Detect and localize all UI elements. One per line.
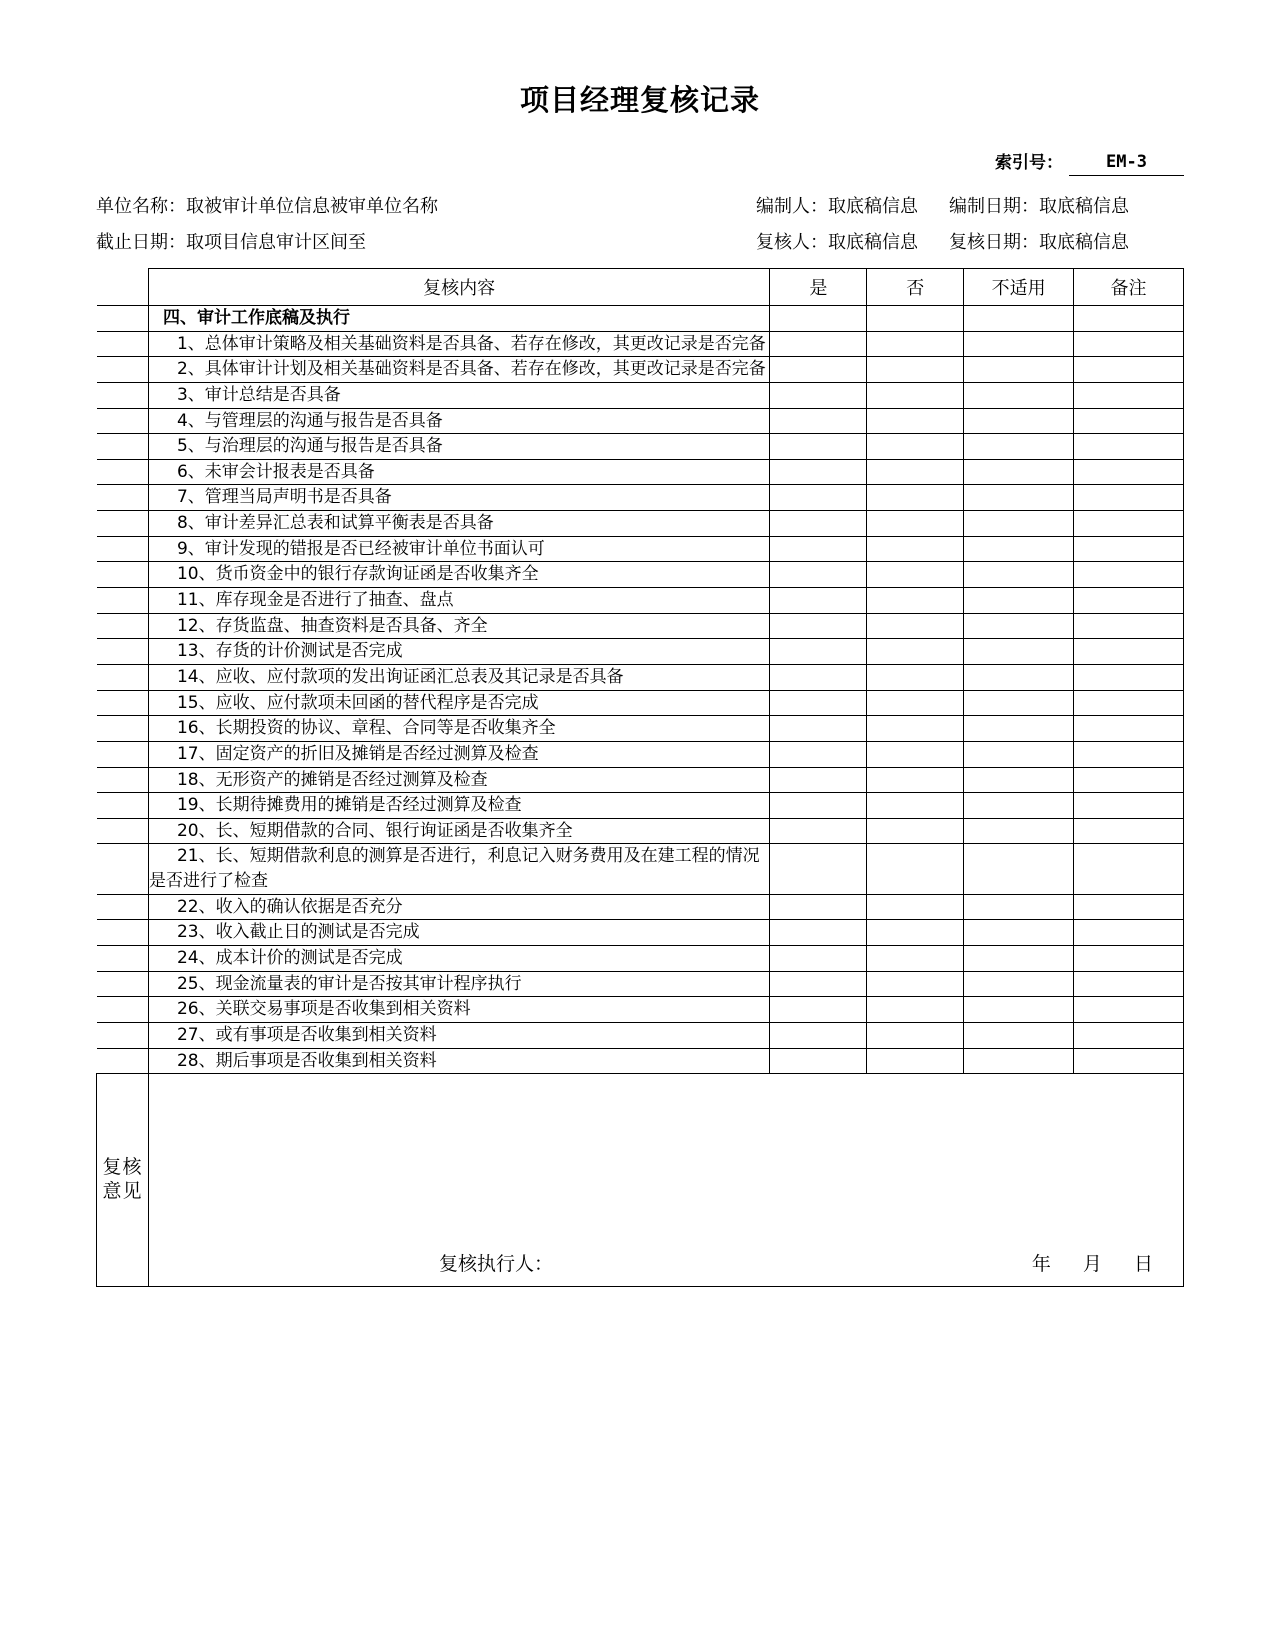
answer-cell-no[interactable] bbox=[867, 997, 964, 1023]
table-row bbox=[97, 946, 1184, 972]
answer-cell-na[interactable] bbox=[964, 639, 1074, 665]
row-marker-cell bbox=[97, 434, 149, 460]
checklist-item-cell: 6、未审会计报表是否具备 bbox=[148, 459, 769, 485]
answer-cell-yes[interactable] bbox=[770, 1048, 867, 1074]
table-row bbox=[97, 485, 1184, 511]
answer-cell-no[interactable] bbox=[867, 357, 964, 383]
answer-cell-yes[interactable] bbox=[770, 716, 867, 742]
answer-cell-yes[interactable] bbox=[770, 613, 867, 639]
answer-cell-yes[interactable] bbox=[770, 536, 867, 562]
index-number bbox=[995, 148, 1184, 176]
answer-cell-no[interactable] bbox=[867, 946, 964, 972]
answer-cell-yes[interactable] bbox=[770, 331, 867, 357]
review-checklist-table bbox=[96, 268, 1184, 1287]
answer-cell-no[interactable] bbox=[867, 690, 964, 716]
preparer-label: 编制人： bbox=[756, 196, 828, 217]
answer-cell-na[interactable] bbox=[964, 844, 1074, 894]
answer-cell-yes[interactable] bbox=[770, 946, 867, 972]
answer-cell-na[interactable] bbox=[964, 894, 1074, 920]
row-marker-cell bbox=[97, 511, 149, 537]
table-row bbox=[97, 818, 1184, 844]
answer-cell-remark[interactable] bbox=[1074, 946, 1184, 972]
answer-cell-no[interactable] bbox=[867, 588, 964, 614]
answer-cell-remark[interactable] bbox=[1074, 690, 1184, 716]
answer-cell-remark[interactable] bbox=[1074, 1022, 1184, 1048]
index-value: EM-3 bbox=[1069, 152, 1184, 176]
preparer-value: 取底稿信息 bbox=[828, 196, 918, 217]
row-marker-cell bbox=[97, 741, 149, 767]
checklist-item-cell: 27、或有事项是否收集到相关资料 bbox=[148, 1022, 769, 1048]
header-content: 复核内容 bbox=[148, 269, 769, 306]
answer-cell-na[interactable] bbox=[964, 306, 1074, 332]
row-marker-cell bbox=[97, 588, 149, 614]
answer-cell-remark[interactable] bbox=[1074, 511, 1184, 537]
answer-cell-remark[interactable] bbox=[1074, 613, 1184, 639]
answer-cell-yes[interactable] bbox=[770, 357, 867, 383]
answer-cell-yes[interactable] bbox=[770, 664, 867, 690]
table-row bbox=[97, 971, 1184, 997]
answer-cell-no[interactable] bbox=[867, 664, 964, 690]
answer-cell-yes[interactable] bbox=[770, 920, 867, 946]
table-row bbox=[97, 536, 1184, 562]
answer-cell-no[interactable] bbox=[867, 536, 964, 562]
checklist-item-cell: 17、固定资产的折旧及摊销是否经过测算及检查 bbox=[148, 741, 769, 767]
header-remark: 备注 bbox=[1074, 269, 1184, 306]
answer-cell-na[interactable] bbox=[964, 818, 1074, 844]
answer-cell-na[interactable] bbox=[964, 485, 1074, 511]
review-date-label: 复核日期： bbox=[949, 232, 1039, 253]
preparer-field bbox=[756, 192, 949, 218]
answer-cell-na[interactable] bbox=[964, 459, 1074, 485]
header-na: 不适用 bbox=[964, 269, 1074, 306]
answer-cell-remark[interactable] bbox=[1074, 920, 1184, 946]
answer-cell-na[interactable] bbox=[964, 741, 1074, 767]
prepare-date-label: 编制日期： bbox=[949, 196, 1039, 217]
table-row bbox=[97, 1048, 1184, 1074]
answer-cell-na[interactable] bbox=[964, 793, 1074, 819]
answer-cell-no[interactable] bbox=[867, 434, 964, 460]
checklist-item-cell: 5、与治理层的沟通与报告是否具备 bbox=[148, 434, 769, 460]
answer-cell-yes[interactable] bbox=[770, 306, 867, 332]
answer-cell-na[interactable] bbox=[964, 971, 1074, 997]
answer-cell-na[interactable] bbox=[964, 767, 1074, 793]
answer-cell-na[interactable] bbox=[964, 946, 1074, 972]
row-marker-cell bbox=[97, 408, 149, 434]
checklist-item-cell: 8、审计差异汇总表和试算平衡表是否具备 bbox=[148, 511, 769, 537]
checklist-item-cell: 11、库存现金是否进行了抽查、盘点 bbox=[148, 588, 769, 614]
section-heading-cell: 四、审计工作底稿及执行 bbox=[148, 306, 769, 332]
answer-cell-no[interactable] bbox=[867, 920, 964, 946]
answer-cell-no[interactable] bbox=[867, 562, 964, 588]
unit-name-value: 取被审计单位信息被审单位名称 bbox=[186, 196, 438, 217]
review-executor-label: 复核执行人： bbox=[438, 1253, 553, 1276]
table-row bbox=[97, 793, 1184, 819]
cutoff-date-field bbox=[96, 228, 756, 254]
checklist-item-cell: 3、审计总结是否具备 bbox=[148, 382, 769, 408]
prepare-date-field bbox=[949, 192, 1142, 218]
answer-cell-remark[interactable] bbox=[1074, 997, 1184, 1023]
answer-cell-remark[interactable] bbox=[1074, 639, 1184, 665]
answer-cell-remark[interactable] bbox=[1074, 331, 1184, 357]
year-label: 年 bbox=[1031, 1253, 1051, 1276]
table-row bbox=[97, 331, 1184, 357]
answer-cell-na[interactable] bbox=[964, 382, 1074, 408]
answer-cell-remark[interactable] bbox=[1074, 459, 1184, 485]
answer-cell-na[interactable] bbox=[964, 434, 1074, 460]
checklist-item-cell: 4、与管理层的沟通与报告是否具备 bbox=[148, 408, 769, 434]
answer-cell-na[interactable] bbox=[964, 1022, 1074, 1048]
answer-cell-yes[interactable] bbox=[770, 1022, 867, 1048]
day-label: 日 bbox=[1133, 1253, 1153, 1276]
row-marker-cell bbox=[97, 920, 149, 946]
table-row bbox=[97, 639, 1184, 665]
answer-cell-remark[interactable] bbox=[1074, 306, 1184, 332]
header-yes: 是 bbox=[770, 269, 867, 306]
table-row bbox=[97, 690, 1184, 716]
answer-cell-no[interactable] bbox=[867, 741, 964, 767]
answer-cell-remark[interactable] bbox=[1074, 664, 1184, 690]
answer-cell-yes[interactable] bbox=[770, 997, 867, 1023]
answer-cell-no[interactable] bbox=[867, 459, 964, 485]
answer-cell-no[interactable] bbox=[867, 716, 964, 742]
review-opinion-label: 复核意见 bbox=[97, 1074, 149, 1287]
answer-cell-no[interactable] bbox=[867, 767, 964, 793]
checklist-item-cell: 13、存货的计价测试是否完成 bbox=[148, 639, 769, 665]
answer-cell-no[interactable] bbox=[867, 1048, 964, 1074]
answer-cell-no[interactable] bbox=[867, 639, 964, 665]
answer-cell-remark[interactable] bbox=[1074, 767, 1184, 793]
answer-cell-remark[interactable] bbox=[1074, 971, 1184, 997]
answer-cell-yes[interactable] bbox=[770, 767, 867, 793]
table-row bbox=[97, 894, 1184, 920]
row-marker-cell bbox=[97, 382, 149, 408]
prepare-date-value: 取底稿信息 bbox=[1039, 196, 1129, 217]
checklist-item-cell: 16、长期投资的协议、章程、合同等是否收集齐全 bbox=[148, 716, 769, 742]
header-no: 否 bbox=[867, 269, 964, 306]
answer-cell-na[interactable] bbox=[964, 357, 1074, 383]
checklist-item-cell: 9、审计发现的错报是否已经被审计单位书面认可 bbox=[148, 536, 769, 562]
answer-cell-no[interactable] bbox=[867, 485, 964, 511]
answer-cell-remark[interactable] bbox=[1074, 434, 1184, 460]
answer-cell-no[interactable] bbox=[867, 613, 964, 639]
answer-cell-na[interactable] bbox=[964, 588, 1074, 614]
reviewer-label: 复核人： bbox=[756, 232, 828, 253]
answer-cell-remark[interactable] bbox=[1074, 485, 1184, 511]
answer-cell-remark[interactable] bbox=[1074, 536, 1184, 562]
answer-cell-na[interactable] bbox=[964, 511, 1074, 537]
answer-cell-yes[interactable] bbox=[770, 639, 867, 665]
checklist-item-cell: 18、无形资产的摊销是否经过测算及检查 bbox=[148, 767, 769, 793]
answer-cell-no[interactable] bbox=[867, 382, 964, 408]
meta-row-2 bbox=[96, 228, 1184, 264]
answer-cell-yes[interactable] bbox=[770, 485, 867, 511]
answer-cell-yes[interactable] bbox=[770, 382, 867, 408]
review-date-field bbox=[949, 228, 1142, 254]
answer-cell-no[interactable] bbox=[867, 1022, 964, 1048]
answer-cell-no[interactable] bbox=[867, 971, 964, 997]
answer-cell-na[interactable] bbox=[964, 664, 1074, 690]
table-row bbox=[97, 459, 1184, 485]
answer-cell-no[interactable] bbox=[867, 511, 964, 537]
answer-cell-yes[interactable] bbox=[770, 971, 867, 997]
row-marker-cell bbox=[97, 306, 149, 332]
table-row bbox=[97, 562, 1184, 588]
answer-cell-yes[interactable] bbox=[770, 741, 867, 767]
table-body bbox=[97, 306, 1184, 1074]
reviewer-field bbox=[756, 228, 949, 254]
answer-cell-remark[interactable] bbox=[1074, 844, 1184, 894]
checklist-item-cell: 25、现金流量表的审计是否按其审计程序执行 bbox=[148, 971, 769, 997]
cutoff-date-value: 取项目信息审计区间至 bbox=[186, 232, 366, 253]
row-marker-cell bbox=[97, 1022, 149, 1048]
row-marker-cell bbox=[97, 639, 149, 665]
answer-cell-yes[interactable] bbox=[770, 588, 867, 614]
table-header-row bbox=[97, 269, 1184, 306]
checklist-item-cell: 28、期后事项是否收集到相关资料 bbox=[148, 1048, 769, 1074]
checklist-item-cell: 20、长、短期借款的合同、银行询证函是否收集齐全 bbox=[148, 818, 769, 844]
answer-cell-na[interactable] bbox=[964, 562, 1074, 588]
answer-cell-no[interactable] bbox=[867, 844, 964, 894]
table-row bbox=[97, 511, 1184, 537]
table-row bbox=[97, 382, 1184, 408]
row-marker-cell bbox=[97, 331, 149, 357]
unit-name-label: 单位名称： bbox=[96, 196, 186, 217]
row-marker-cell bbox=[97, 716, 149, 742]
row-marker-cell bbox=[97, 459, 149, 485]
answer-cell-yes[interactable] bbox=[770, 690, 867, 716]
table-row bbox=[97, 434, 1184, 460]
row-marker-cell bbox=[97, 613, 149, 639]
meta-row-1 bbox=[96, 192, 1184, 228]
checklist-item-cell: 22、收入的确认依据是否充分 bbox=[148, 894, 769, 920]
table-row bbox=[97, 1022, 1184, 1048]
row-marker-cell bbox=[97, 793, 149, 819]
table-row bbox=[97, 306, 1184, 332]
answer-cell-yes[interactable] bbox=[770, 459, 867, 485]
answer-cell-no[interactable] bbox=[867, 331, 964, 357]
answer-cell-yes[interactable] bbox=[770, 818, 867, 844]
reviewer-value: 取底稿信息 bbox=[828, 232, 918, 253]
row-marker-cell bbox=[97, 485, 149, 511]
row-marker-cell bbox=[97, 664, 149, 690]
answer-cell-remark[interactable] bbox=[1074, 408, 1184, 434]
row-marker-cell bbox=[97, 357, 149, 383]
row-marker-cell bbox=[97, 562, 149, 588]
unit-name-field bbox=[96, 192, 756, 218]
row-marker-cell bbox=[97, 767, 149, 793]
month-label: 月 bbox=[1082, 1253, 1102, 1276]
answer-cell-no[interactable] bbox=[867, 894, 964, 920]
meta-block bbox=[96, 192, 1184, 264]
row-marker-cell bbox=[97, 536, 149, 562]
checklist-item-cell: 19、长期待摊费用的摊销是否经过测算及检查 bbox=[148, 793, 769, 819]
row-marker-cell bbox=[97, 997, 149, 1023]
table-row bbox=[97, 613, 1184, 639]
header-marker bbox=[97, 269, 149, 306]
answer-cell-remark[interactable] bbox=[1074, 793, 1184, 819]
answer-cell-remark[interactable] bbox=[1074, 382, 1184, 408]
answer-cell-na[interactable] bbox=[964, 997, 1074, 1023]
answer-cell-yes[interactable] bbox=[770, 894, 867, 920]
answer-cell-remark[interactable] bbox=[1074, 716, 1184, 742]
checklist-item-cell: 23、收入截止日的测试是否完成 bbox=[148, 920, 769, 946]
row-marker-cell bbox=[97, 1048, 149, 1074]
answer-cell-na[interactable] bbox=[964, 716, 1074, 742]
table-row bbox=[97, 920, 1184, 946]
answer-cell-yes[interactable] bbox=[770, 434, 867, 460]
answer-cell-remark[interactable] bbox=[1074, 741, 1184, 767]
answer-cell-na[interactable] bbox=[964, 331, 1074, 357]
row-marker-cell bbox=[97, 818, 149, 844]
answer-cell-na[interactable] bbox=[964, 920, 1074, 946]
table-row bbox=[97, 741, 1184, 767]
answer-cell-remark[interactable] bbox=[1074, 562, 1184, 588]
answer-cell-na[interactable] bbox=[964, 613, 1074, 639]
checklist-item-cell: 24、成本计价的测试是否完成 bbox=[148, 946, 769, 972]
table-row bbox=[97, 844, 1184, 894]
table-row bbox=[97, 408, 1184, 434]
answer-cell-remark[interactable] bbox=[1074, 894, 1184, 920]
answer-cell-no[interactable] bbox=[867, 818, 964, 844]
answer-cell-yes[interactable] bbox=[770, 511, 867, 537]
answer-cell-na[interactable] bbox=[964, 408, 1074, 434]
checklist-item-cell: 10、货币资金中的银行存款询证函是否收集齐全 bbox=[148, 562, 769, 588]
row-marker-cell bbox=[97, 971, 149, 997]
answer-cell-yes[interactable] bbox=[770, 562, 867, 588]
date-fields bbox=[1006, 1249, 1153, 1276]
answer-cell-yes[interactable] bbox=[770, 793, 867, 819]
index-label: 索引号： bbox=[995, 153, 1063, 173]
answer-cell-na[interactable] bbox=[964, 690, 1074, 716]
checklist-item-cell: 12、存货监盘、抽查资料是否具备、齐全 bbox=[148, 613, 769, 639]
answer-cell-no[interactable] bbox=[867, 793, 964, 819]
answer-cell-yes[interactable] bbox=[770, 408, 867, 434]
row-marker-cell bbox=[97, 894, 149, 920]
checklist-item-cell: 2、具体审计计划及相关基础资料是否具备、若存在修改，其更改记录是否完备 bbox=[148, 357, 769, 383]
table-row bbox=[97, 664, 1184, 690]
table-row bbox=[97, 767, 1184, 793]
checklist-item-cell: 15、应收、应付款项未回函的替代程序是否完成 bbox=[148, 690, 769, 716]
checklist-item-cell: 14、应收、应付款项的发出询证函汇总表及其记录是否具备 bbox=[148, 664, 769, 690]
checklist-item-cell: 26、关联交易事项是否收集到相关资料 bbox=[148, 997, 769, 1023]
answer-cell-na[interactable] bbox=[964, 536, 1074, 562]
answer-cell-yes[interactable] bbox=[770, 844, 867, 894]
checklist-item-cell: 7、管理当局声明书是否具备 bbox=[148, 485, 769, 511]
answer-cell-remark[interactable] bbox=[1074, 818, 1184, 844]
checklist-item-cell: 1、总体审计策略及相关基础资料是否具备、若存在修改，其更改记录是否完备 bbox=[148, 331, 769, 357]
table-row bbox=[97, 716, 1184, 742]
row-marker-cell bbox=[97, 844, 149, 894]
answer-cell-na[interactable] bbox=[964, 1048, 1074, 1074]
cutoff-date-label: 截止日期： bbox=[96, 232, 186, 253]
answer-cell-no[interactable] bbox=[867, 408, 964, 434]
answer-cell-no[interactable] bbox=[867, 306, 964, 332]
table-row bbox=[97, 588, 1184, 614]
answer-cell-remark[interactable] bbox=[1074, 357, 1184, 383]
row-marker-cell bbox=[97, 690, 149, 716]
table-row bbox=[97, 997, 1184, 1023]
page-title: 项目经理复核记录 bbox=[519, 83, 760, 117]
row-marker-cell bbox=[97, 946, 149, 972]
answer-cell-remark[interactable] bbox=[1074, 1048, 1184, 1074]
review-opinion-area[interactable] bbox=[148, 1074, 1183, 1287]
review-opinion-row bbox=[97, 1074, 1184, 1287]
table-row bbox=[97, 357, 1184, 383]
checklist-item-cell: 21、长、短期借款利息的测算是否进行，利息记入财务费用及在建工程的情况是否进行了检查 bbox=[148, 844, 769, 894]
review-date-value: 取底稿信息 bbox=[1039, 232, 1129, 253]
answer-cell-remark[interactable] bbox=[1074, 588, 1184, 614]
